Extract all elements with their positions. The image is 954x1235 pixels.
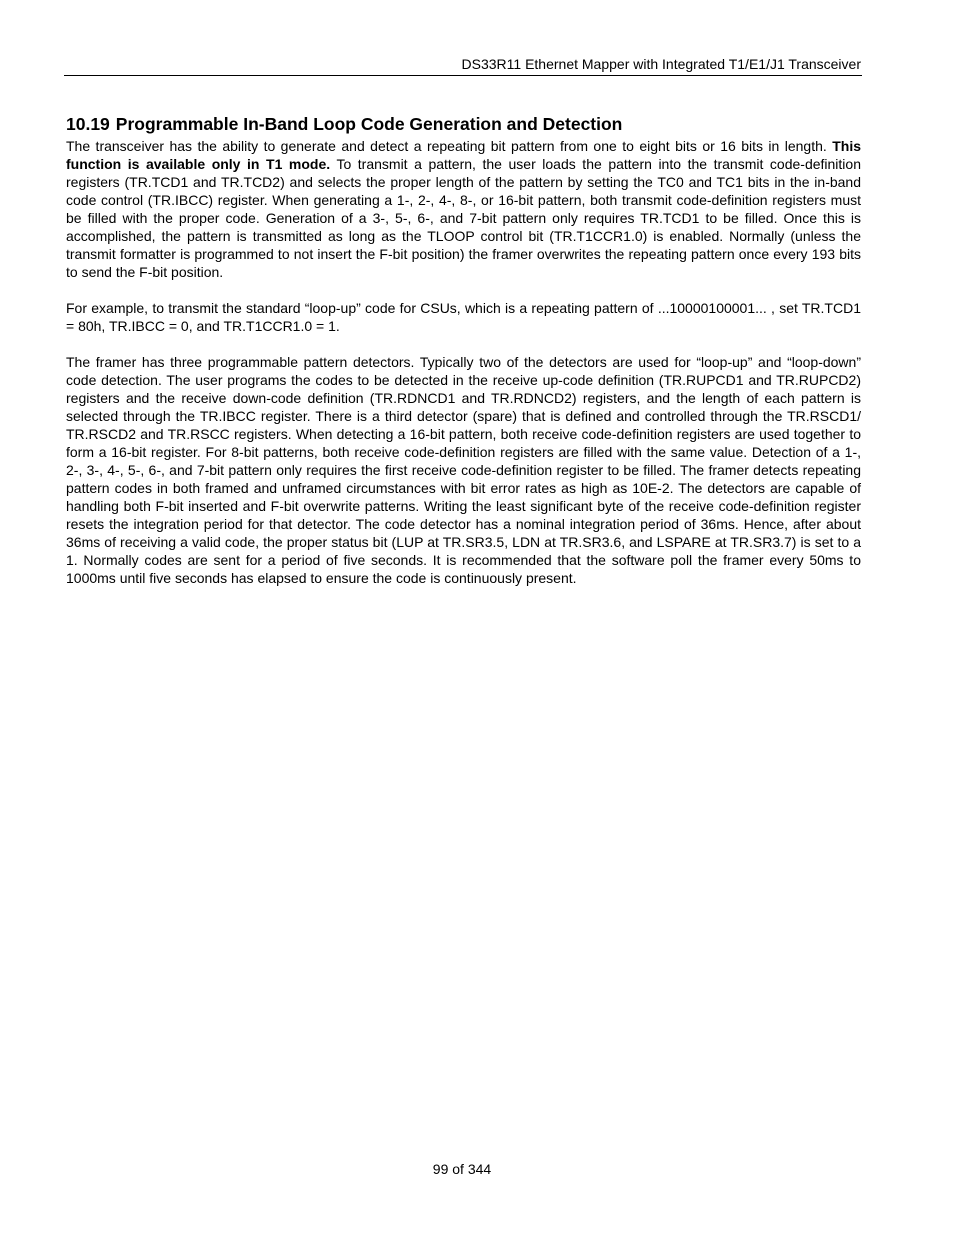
section-heading bbox=[66, 114, 861, 134]
header-divider bbox=[64, 75, 862, 76]
running-header-title: DS33R11 Ethernet Mapper with Integrated T1/E1/J1 Transceiver bbox=[461, 56, 861, 72]
paragraph-example: For example, to transmit the standard “loop-up” code for CSUs, which is a repeating pattern of ...10000100001... , set TR.TCD1 = 80h, TR.IBCC = 0, and TR.T1CCR1.0 = 1. bbox=[66, 300, 861, 334]
paragraph-transmit-emphasis: This function is available only in T1 mode. bbox=[66, 138, 861, 172]
section-number: 10.19 bbox=[66, 114, 110, 134]
section-title: Programmable In-Band Loop Code Generation and Detection bbox=[115, 114, 623, 134]
paragraph-transmit-intro: The transceiver has the ability to generate and detect a repeating bit pattern from one to eight bits or 16 bits in length. bbox=[66, 138, 833, 154]
page-body bbox=[66, 114, 861, 605]
page-number: 99 of 344 bbox=[432, 1161, 492, 1177]
paragraph-detection: The framer has three programmable pattern detectors. Typically two of the detectors are used for “loop-up” and “loop-down” code detection. The user programs the codes to be detected in the receive up-code definition (TR.RUPCD1 and TR.RUPCD2) registers and the receive down-code definition (TR.RDNCD1 and TR.RDNCD2) registers, and the length of each pattern is selected through the TR.IBCC register. There is a third detector (spare) that is defined and controlled through the TR.RSCD1/ TR.RSCD2 and TR.RSCC registers. When detecting a 16-bit pattern, both receive code-definition registers are used together to form a 16-bit register. For 8-bit patterns, both receive code-definition registers are filled with the same value. Detection of a 1-, 2-, 3-, 4-, 5-, 6-, and 7-bit pattern only requires the first receive code-definition register to be filled. The framer detects repeating pattern codes in both framed and unframed circumstances with bit error rates as high as 10E-2. The detectors are capable of handling both F-bit inserted and F-bit overwrite patterns. Writing the least significant byte of the receive code-definition register resets the integration period for that detector. The code detector has a nominal integration period of 36ms. Hence, after about 36ms of receiving a valid code, the proper status bit (LUP at TR.SR3.5, LDN at TR.SR3.6, and LSPARE at TR.SR3.7) is set to a 1. Normally codes are sent for a period of five seconds. It is recommended that the software poll the framer every 50ms to 1000ms until five seconds has elapsed to ensure the code is continuously present. bbox=[66, 354, 861, 586]
paragraph-transmit bbox=[66, 137, 861, 281]
paragraph-transmit-rest: To transmit a pattern, the user loads the pattern into the transmit code-definition registers (TR.TCD1 and TR.TCD2) and selects the proper length of the pattern by setting the TC0 and TC1 bits in the in-band code control (TR.IBCC) register. When generating a 1-, 2-, 4-, 8-, or 16-bit pattern, both transmit code-definition registers must be filled with the proper code. Generation of a 3-, 5-, 6-, and 7-bit pattern only requires TR.TCD1 to be filled. Once this is accomplished, the pattern is transmitted as long as the TLOOP control bit (TR.T1CCR1.0) is enabled. Normally (unless the transmit formatter is programmed to not insert the F-bit position) the framer overwrites the repeating pattern once every 193 bits to send the F-bit position. bbox=[66, 156, 861, 280]
